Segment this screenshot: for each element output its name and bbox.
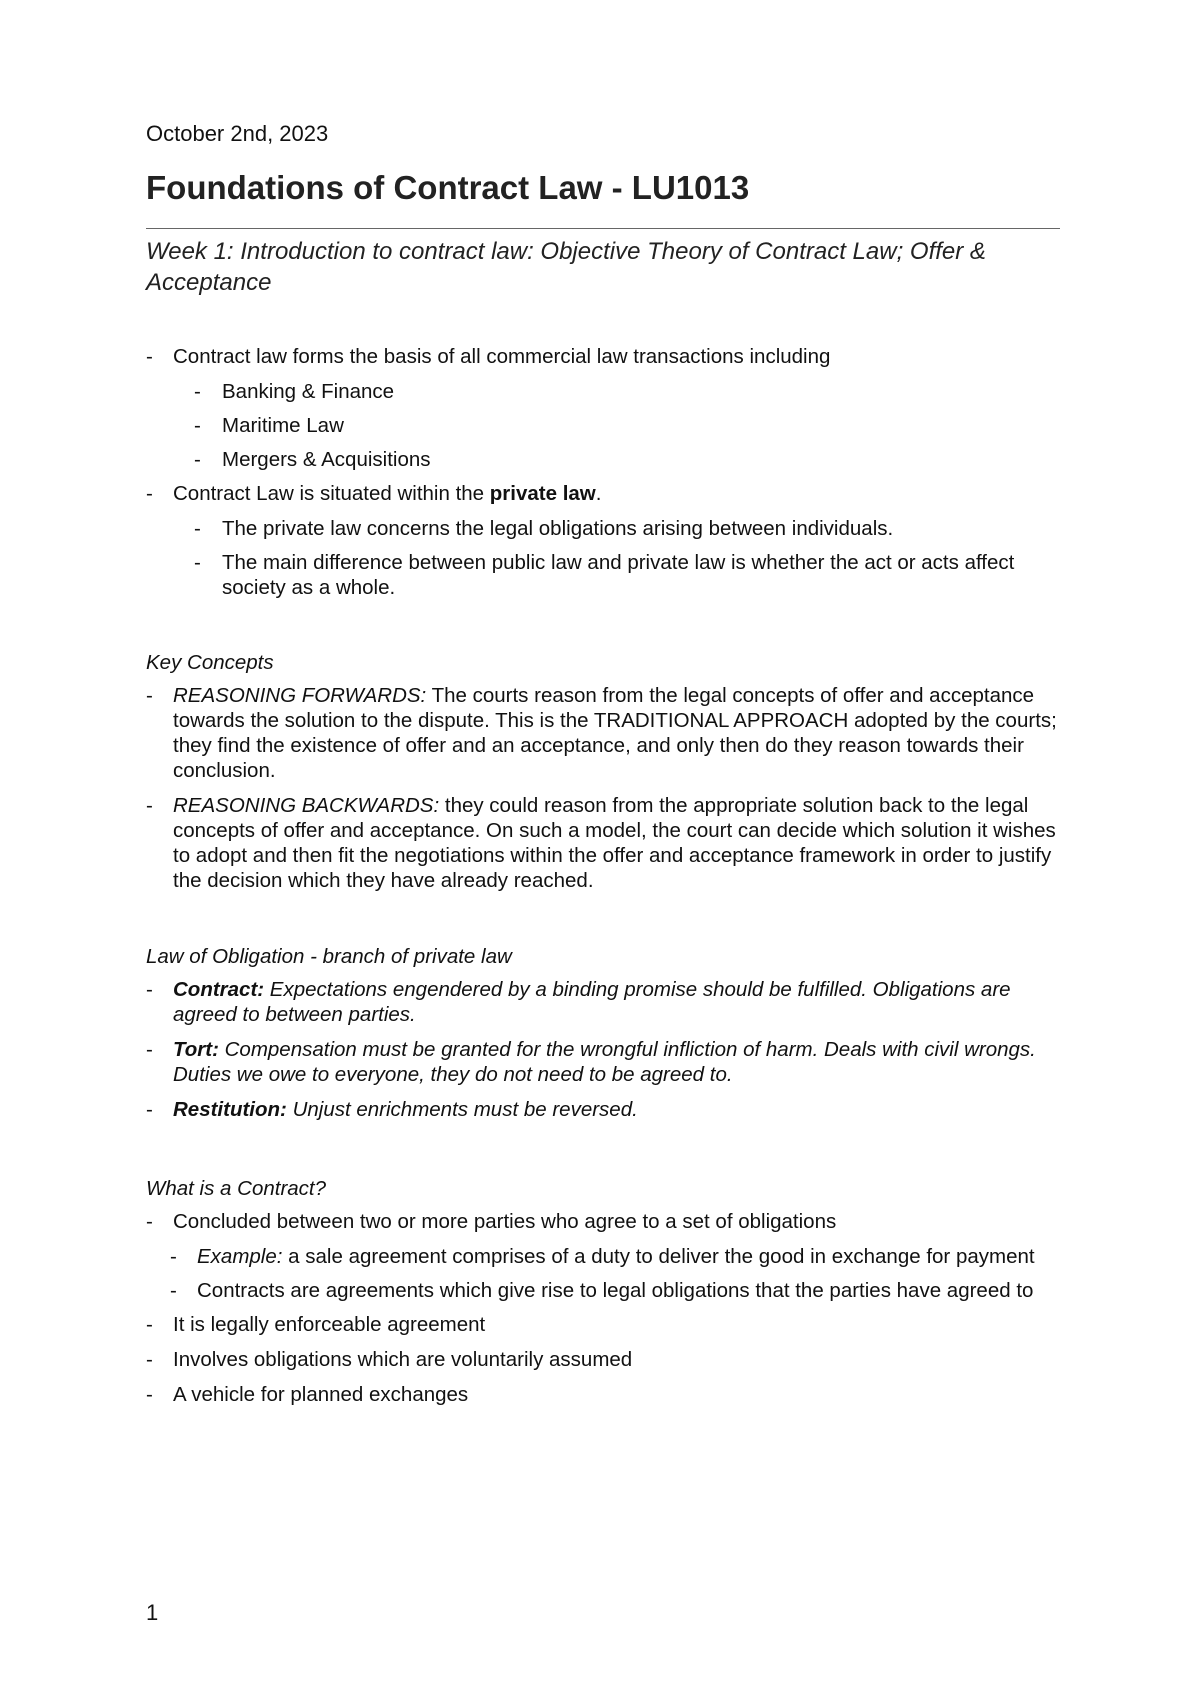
dash-bullet-icon: - [146, 1038, 153, 1061]
dash-bullet-icon: - [146, 345, 153, 368]
dash-bullet-icon: - [194, 414, 201, 437]
dash-bullet-icon: - [146, 482, 153, 505]
list-item [146, 516, 1060, 541]
document-subtitle: Week 1: Introduction to contract law: Objective Theory of Contract Law; Offer & Acceptance [146, 238, 986, 296]
contract-section [146, 1176, 1060, 1417]
list-item-text: Concluded between two or more parties who agree to a set of obligations [173, 1210, 837, 1233]
list-item-text: Involves obligations which are voluntarily assumed [173, 1348, 633, 1371]
dash-bullet-icon: - [170, 1245, 177, 1268]
list-item [146, 1382, 1060, 1407]
dash-bullet-icon: - [194, 551, 201, 574]
dash-bullet-icon: - [146, 978, 153, 1001]
key-concepts-list [146, 683, 1060, 893]
list-item [146, 344, 1060, 369]
list-item [146, 379, 1060, 404]
list-item-text: A vehicle for planned exchanges [173, 1383, 469, 1406]
document-date: October 2nd, 2023 [146, 121, 329, 146]
list-item [146, 793, 1060, 893]
dash-bullet-icon: - [146, 794, 153, 817]
intro-section [146, 344, 1060, 609]
obligation-section [146, 944, 1060, 1132]
list-item [146, 1209, 1060, 1234]
dash-bullet-icon: - [194, 517, 201, 540]
key-concepts-heading: Key Concepts [146, 651, 274, 674]
list-item-text: The main difference between public law and private law is whether the act or acts affect society as a whole. [222, 551, 1015, 599]
intro-list [146, 344, 1060, 600]
dash-bullet-icon: - [146, 1348, 153, 1371]
list-item [146, 977, 1060, 1027]
dash-bullet-icon: - [146, 1210, 153, 1233]
obligation-heading: Law of Obligation - branch of private law [146, 945, 512, 968]
obligation-term: Contract: [173, 978, 265, 1001]
contract-list [146, 1209, 1060, 1407]
list-item-text: The private law concerns the legal obligations arising between individuals. [222, 517, 894, 540]
list-item-text: a sale agreement comprises of a duty to deliver the good in exchange for payment [282, 1245, 1035, 1268]
list-item [146, 413, 1060, 438]
dash-bullet-icon: - [194, 448, 201, 471]
concept-term: REASONING FORWARDS: [173, 684, 427, 707]
dash-bullet-icon: - [146, 684, 153, 707]
concept-text: they could reason from the appropriate solution back to the legal concepts of offer and acceptance. On such a model, the court can decide which solution it wishes to adopt and then fit the negotiations within the offer and acceptance framework in order to justify the decision which they have already reached. [173, 794, 1056, 892]
title-divider [146, 228, 1060, 229]
dash-bullet-icon: - [146, 1313, 153, 1336]
dash-bullet-icon: - [146, 1383, 153, 1406]
document-title: Foundations of Contract Law - LU1013 [146, 169, 750, 206]
dash-bullet-icon: - [170, 1279, 177, 1302]
list-item [146, 683, 1060, 783]
list-item-text: Mergers & Acquisitions [222, 448, 431, 471]
list-item [146, 1278, 1060, 1303]
list-item-text: Maritime Law [222, 414, 344, 437]
contract-heading: What is a Contract? [146, 1177, 327, 1200]
list-item-text-suffix: . [595, 482, 602, 505]
obligation-term: Restitution: [173, 1098, 287, 1121]
obligation-text: Expectations engendered by a binding promise should be fulfilled. Obligations are agreed to between parties. [173, 978, 1011, 1026]
list-item [146, 1097, 1060, 1122]
list-item-text: Contract law forms the basis of all commercial law transactions including [173, 345, 831, 368]
obligation-text: Unjust enrichments must be reversed. [286, 1098, 638, 1121]
list-item [146, 1312, 1060, 1337]
list-item-text: It is legally enforceable agreement [173, 1313, 486, 1336]
key-concepts-section [146, 650, 1060, 903]
list-item [146, 1037, 1060, 1087]
list-item [146, 1244, 1060, 1269]
page-number: 1 [146, 1600, 159, 1625]
obligation-term: Tort: [173, 1038, 219, 1061]
list-item-text: Contract Law is situated within the [173, 482, 490, 505]
dash-bullet-icon: - [146, 1098, 153, 1121]
obligation-text: Compensation must be granted for the wrongful infliction of harm. Deals with civil wrongs. Duties we owe to everyone, they do not need to be agreed to. [173, 1038, 1036, 1086]
private-law-term: private law [489, 482, 596, 505]
list-item [146, 1347, 1060, 1372]
list-item [146, 550, 1060, 600]
example-term: Example: [197, 1245, 283, 1268]
concept-text: The courts reason from the legal concepts of offer and acceptance towards the solution to the dispute. This is the TRADITIONAL APPROACH adopted by the courts; they find the existence of offer and an acceptance, and only then do they reason towards their conclusion. [173, 684, 1057, 782]
list-item-text: Contracts are agreements which give rise to legal obligations that the parties have agreed to [197, 1279, 1034, 1302]
concept-term: REASONING BACKWARDS: [173, 794, 440, 817]
list-item [146, 447, 1060, 472]
list-item [146, 481, 1060, 506]
list-item-text: Banking & Finance [222, 380, 395, 403]
dash-bullet-icon: - [194, 380, 201, 403]
obligation-list [146, 977, 1060, 1122]
